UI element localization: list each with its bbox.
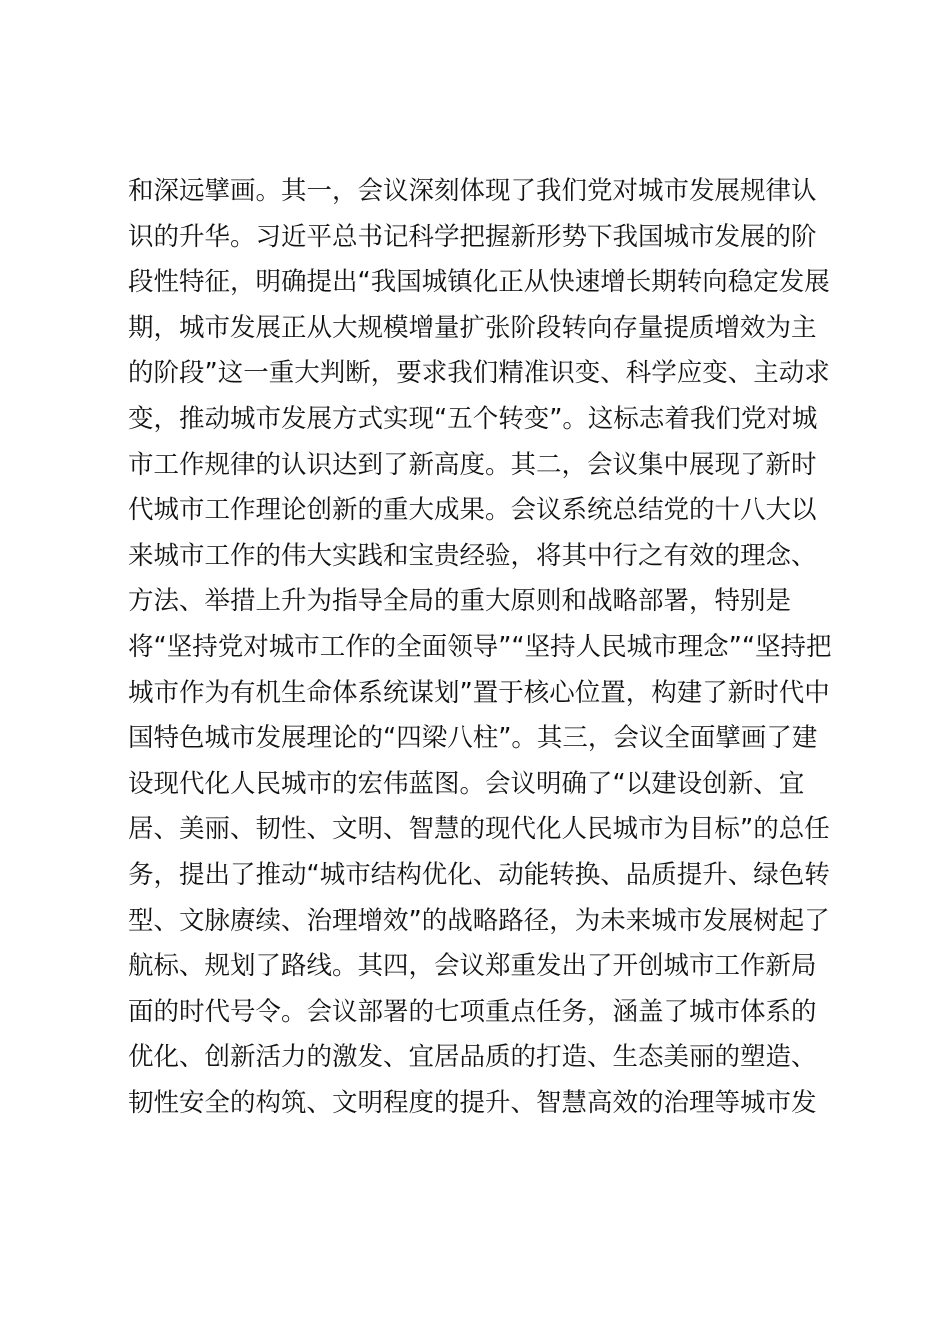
- text-line: 城市作为有机生命体系统谋划”置于核心位置，构建了新时代中: [128, 677, 830, 708]
- text-line: 航标、规划了路线。其四，会议郑重发出了开创城市工作新局: [128, 951, 817, 982]
- text-line: 期，城市发展正从大规模增量扩张阶段转向存量提质增效为主: [128, 312, 817, 343]
- text-line: 来城市工作的伟大实践和宝贵经验，将其中行之有效的理念、: [128, 540, 817, 571]
- text-line: 段性特征，明确提出“我国城镇化正从快速增长期转向稳定发展: [128, 267, 830, 298]
- text-line: 面的时代号令。会议部署的七项重点任务，涵盖了城市体系的: [128, 996, 817, 1027]
- text-line: 国特色城市发展理论的“四梁八柱”。其三，会议全面擘画了建: [128, 723, 818, 754]
- text-line: 识的升华。习近平总书记科学把握新形势下我国城市发展的阶: [128, 221, 817, 252]
- text-line: 变，推动城市发展方式实现“五个转变”。这标志着我们党对城: [128, 403, 818, 434]
- text-line: 韧性安全的构筑、文明程度的提升、智慧高效的治理等城市发: [128, 1087, 817, 1118]
- text-line: 优化、创新活力的激发、宜居品质的打造、生态美丽的塑造、: [128, 1042, 817, 1073]
- text-line: 将“坚持党对城市工作的全面领导”“坚持人民城市理念”“坚持把: [128, 631, 832, 662]
- body-text: [128, 169, 848, 1126]
- text-line: 型、文脉赓续、治理增效”的战略路径，为未来城市发展树起了: [128, 905, 830, 936]
- text-line: 的阶段”这一重大判断，要求我们精准识变、科学应变、主动求: [128, 358, 830, 389]
- text-line: 务，提出了推动“城市结构优化、动能转换、品质提升、绿色转: [128, 859, 830, 890]
- text-line: 方法、举措上升为指导全局的重大原则和战略部署，特别是: [128, 586, 792, 617]
- text-line: 设现代化人民城市的宏伟蓝图。会议明确了“以建设创新、宜: [128, 768, 805, 799]
- text-line: 和深远擘画。其一，会议深刻体现了我们党对城市发展规律认: [128, 176, 817, 206]
- text-line: 市工作规律的认识达到了新高度。其二，会议集中展现了新时: [128, 449, 817, 480]
- text-line: 代城市工作理论创新的重大成果。会议系统总结党的十八大以: [128, 495, 817, 526]
- text-line: 居、美丽、韧性、文明、智慧的现代化人民城市为目标”的总任: [128, 814, 830, 845]
